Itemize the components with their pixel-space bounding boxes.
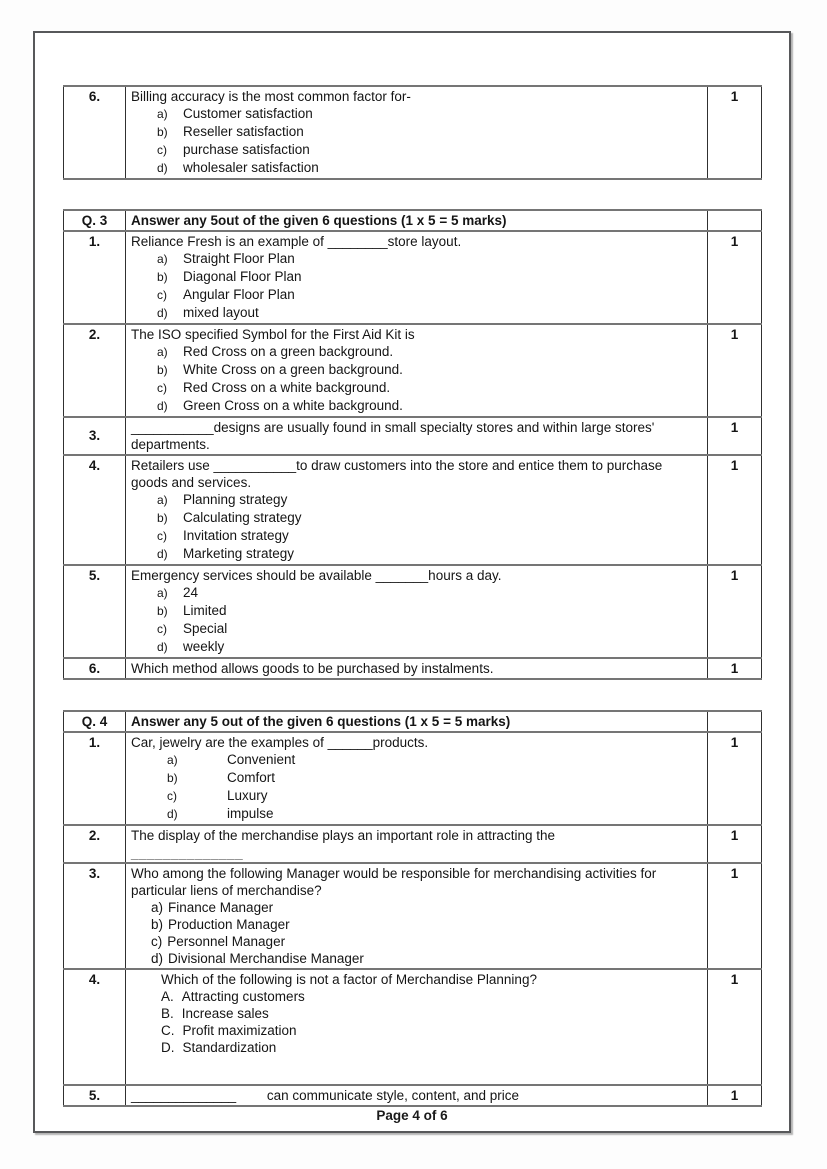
question-number: 2. — [64, 324, 126, 417]
question-row — [64, 86, 762, 179]
marks-value: 1 — [708, 86, 762, 179]
option-letter: a) — [151, 900, 164, 915]
option — [131, 620, 702, 638]
option-text: Customer satisfaction — [183, 106, 313, 121]
option — [131, 751, 702, 769]
option — [131, 950, 702, 967]
option-text: Increase sales — [181, 1006, 269, 1021]
question-row — [64, 324, 762, 417]
option — [131, 602, 702, 620]
option-text: Marketing strategy — [183, 546, 295, 561]
option-letter: B. — [161, 1006, 174, 1021]
option-letter: c) — [157, 288, 167, 302]
options-list — [131, 988, 702, 1056]
question-table-q4 — [63, 710, 762, 1107]
option-text: Personnel Manager — [167, 934, 286, 949]
options-list — [131, 751, 702, 823]
question-cell — [126, 417, 708, 455]
question-row — [64, 417, 762, 455]
option-letter: b) — [157, 511, 168, 525]
question-text: The display of the merchandise plays an important role in attracting the — [131, 828, 555, 843]
option-text: Calculating strategy — [183, 510, 302, 525]
marks-value: 1 — [708, 455, 762, 565]
question-row — [64, 969, 762, 1085]
option — [131, 933, 702, 950]
option-letter: C. — [161, 1023, 175, 1038]
option — [131, 250, 702, 268]
option-letter: c) — [157, 381, 167, 395]
option — [131, 379, 702, 397]
question-text: Reliance Fresh is an example of ________store layout. — [131, 234, 462, 249]
options-list — [131, 343, 702, 415]
option — [131, 397, 702, 415]
question-number: 3. — [64, 417, 126, 455]
option-letter: a) — [157, 107, 168, 121]
option-letter: b) — [157, 363, 168, 377]
question-number: 6. — [64, 86, 126, 179]
marks-value: 1 — [708, 863, 762, 969]
option-text: Straight Floor Plan — [183, 251, 295, 266]
option-letter: c) — [157, 143, 167, 157]
question-row — [64, 455, 762, 565]
option-letter: b) — [151, 917, 164, 932]
marks-value: 1 — [708, 825, 762, 863]
section-title: Answer any 5 out of the given 6 questions (1 x 5 = 5 marks) — [126, 711, 708, 732]
option — [131, 769, 702, 787]
option-text: Finance Manager — [168, 900, 274, 915]
option — [131, 787, 702, 805]
option-text: Comfort — [227, 770, 276, 785]
question-cell — [126, 324, 708, 417]
option-letter: c) — [157, 529, 167, 543]
option — [131, 545, 702, 563]
option — [131, 638, 702, 656]
option-letter: b) — [157, 270, 168, 284]
question-table-q3 — [63, 209, 762, 680]
option-letter: a) — [167, 753, 178, 767]
footer-of-label: of — [419, 1108, 441, 1123]
option — [131, 1039, 702, 1056]
option-letter: a) — [157, 345, 168, 359]
option-text: Limited — [183, 603, 227, 618]
option-text: purchase satisfaction — [183, 142, 310, 157]
option — [131, 343, 702, 361]
question-row — [64, 825, 762, 863]
option-text: Diagonal Floor Plan — [183, 269, 302, 284]
question-text: Car, jewelry are the examples of ______products. — [131, 735, 429, 750]
option-letter: d) — [157, 306, 168, 320]
marks-value: 1 — [708, 969, 762, 1085]
option-text: Angular Floor Plan — [183, 287, 295, 302]
footer-page-number: 4 — [412, 1108, 420, 1123]
option — [131, 304, 702, 322]
marks-value: 1 — [708, 417, 762, 455]
option-letter: a) — [157, 252, 168, 266]
option — [131, 805, 702, 823]
question-number: 4. — [64, 455, 126, 565]
section-header-row — [64, 711, 762, 732]
question-row — [64, 1085, 762, 1106]
option — [131, 123, 702, 141]
option-text: mixed layout — [183, 305, 259, 320]
option-letter: d) — [157, 547, 168, 561]
option-text: 24 — [183, 585, 199, 600]
option-letter: d) — [167, 807, 178, 821]
footer-page-label: Page — [376, 1108, 413, 1123]
question-cell — [126, 732, 708, 825]
option — [131, 988, 702, 1005]
question-row — [64, 231, 762, 324]
question-row — [64, 732, 762, 825]
question-cell — [126, 565, 708, 658]
option — [131, 159, 702, 177]
options-list — [131, 250, 702, 322]
question-number: 3. — [64, 863, 126, 969]
options-list — [131, 105, 702, 177]
question-text: The ISO specified Symbol for the First Aid Kit is — [131, 327, 415, 342]
option-letter: c) — [167, 789, 177, 803]
options-list — [131, 584, 702, 656]
section-marks-cell — [708, 210, 762, 231]
option-text: Planning strategy — [183, 492, 288, 507]
section-title: Answer any 5out of the given 6 questions (1 x 5 = 5 marks) — [126, 210, 708, 231]
option — [131, 361, 702, 379]
question-cell — [126, 825, 708, 863]
option-text: Special — [183, 621, 228, 636]
section-label: Q. 4 — [64, 711, 126, 732]
question-number: 6. — [64, 658, 126, 679]
option — [131, 105, 702, 123]
option — [131, 916, 702, 933]
options-list — [131, 491, 702, 563]
question-cell — [126, 658, 708, 679]
option — [131, 509, 702, 527]
option — [131, 141, 702, 159]
option-letter: D. — [161, 1040, 175, 1055]
option-letter: A. — [161, 989, 174, 1004]
section-label: Q. 3 — [64, 210, 126, 231]
option-text: Luxury — [227, 788, 268, 803]
option-text: Red Cross on a white background. — [183, 380, 391, 395]
marks-value: 1 — [708, 231, 762, 324]
question-text: Who among the following Manager would be responsible for merchandising activities for particular liens of merchandise? — [131, 866, 657, 898]
option-letter: c) — [157, 622, 167, 636]
question-text: Retailers use ___________to draw customers into the store and entice them to purchase goods and services. — [131, 458, 663, 490]
question-number: 2. — [64, 825, 126, 863]
option-text: wholesaler satisfaction — [183, 160, 319, 175]
option-text: Red Cross on a green background. — [183, 344, 394, 359]
question-number: 1. — [64, 231, 126, 324]
question-cell — [126, 1085, 708, 1106]
option-text: White Cross on a green background. — [183, 362, 403, 377]
question-table-continuation — [63, 85, 762, 180]
option-text: Attracting customers — [181, 989, 305, 1004]
question-text: ______________ — [131, 845, 244, 860]
option-letter: b) — [157, 125, 168, 139]
question-cell — [126, 969, 708, 1085]
question-row — [64, 565, 762, 658]
question-text: Which method allows goods to be purchased by instalments. — [131, 661, 494, 676]
option-text: Profit maximization — [182, 1023, 297, 1038]
question-number: 5. — [64, 1085, 126, 1106]
option-letter: a) — [157, 493, 168, 507]
option-text: Divisional Merchandise Manager — [168, 951, 364, 966]
option — [131, 527, 702, 545]
question-text: ______________ can communicate style, content, and price — [131, 1088, 519, 1103]
question-row — [64, 863, 762, 969]
question-cell — [126, 455, 708, 565]
marks-value: 1 — [708, 732, 762, 825]
option-text: Production Manager — [168, 917, 290, 932]
option — [131, 286, 702, 304]
option-letter: d) — [157, 161, 168, 175]
question-number: 5. — [64, 565, 126, 658]
section-header-row — [64, 210, 762, 231]
question-cell — [126, 863, 708, 969]
question-row — [64, 658, 762, 679]
section-marks-cell — [708, 711, 762, 732]
option — [131, 1005, 702, 1022]
option-letter: a) — [157, 586, 168, 600]
option — [131, 491, 702, 509]
marks-value: 1 — [708, 1085, 762, 1106]
option-letter: b) — [167, 771, 178, 785]
question-cell — [126, 231, 708, 324]
option-text: Convenient — [227, 752, 296, 767]
question-text: Which of the following is not a factor of Merchandise Planning? — [161, 972, 537, 987]
options-list — [131, 899, 702, 967]
option-letter: d) — [151, 951, 164, 966]
option-letter: d) — [157, 640, 168, 654]
option-letter: b) — [157, 604, 168, 618]
question-number: 1. — [64, 732, 126, 825]
option-text: Green Cross on a white background. — [183, 398, 403, 413]
option-letter: d) — [157, 399, 168, 413]
marks-value: 1 — [708, 324, 762, 417]
page-frame — [33, 31, 791, 1133]
question-text: ___________designs are usually found in small specialty stores and within large stores' departments. — [131, 420, 655, 452]
option — [131, 899, 702, 916]
question-cell — [126, 86, 708, 179]
question-text: Emergency services should be available _______hours a day. — [131, 568, 502, 583]
option-text: Reseller satisfaction — [183, 124, 304, 139]
marks-value: 1 — [708, 565, 762, 658]
marks-value: 1 — [708, 658, 762, 679]
page-footer — [35, 1108, 789, 1123]
option-text: weekly — [183, 639, 225, 654]
question-text: Billing accuracy is the most common factor for- — [131, 89, 411, 104]
option — [131, 1022, 702, 1039]
question-number: 4. — [64, 969, 126, 1085]
option — [131, 268, 702, 286]
option — [131, 584, 702, 602]
option-letter: c) — [151, 934, 163, 949]
footer-page-total: 6 — [440, 1108, 448, 1123]
option-text: Invitation strategy — [183, 528, 289, 543]
option-text: Standardization — [182, 1040, 277, 1055]
option-text: impulse — [227, 806, 274, 821]
